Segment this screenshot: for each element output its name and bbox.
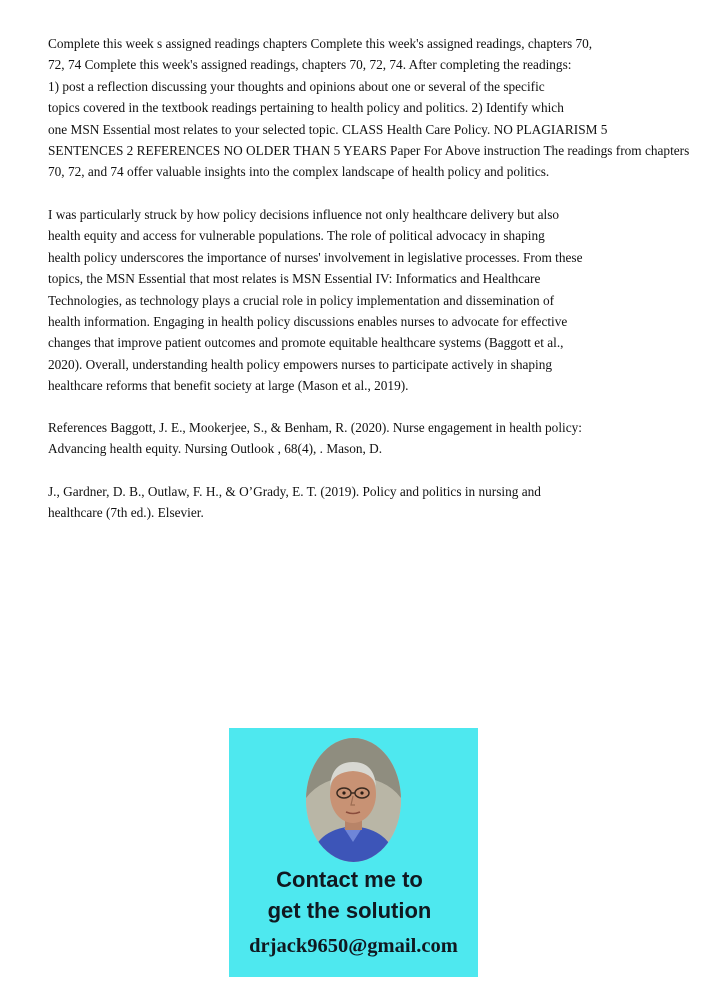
text-line: 70, 72, and 74 offer valuable insights into the complex landscape of health policy and politics. [48, 164, 550, 180]
contact-advertisement [229, 728, 478, 977]
text-line: References Baggott, J. E., Mookerjee, S., & Benham, R. (2020). Nurse engagement in health policy: [48, 420, 582, 435]
text-line: Technologies, as technology plays a crucial role in policy implementation and dissemination of [48, 292, 555, 308]
text-line: health policy underscores the importance of nurses' involvement in legislative processes. From these [48, 249, 583, 265]
text-line: changes that improve patient outcomes and promote equitable healthcare systems (Baggott et al., [48, 335, 564, 351]
text-line: 1) post a reflection discussing your thoughts and opinions about one or several of the specific [48, 78, 545, 94]
contact-heading-line-2: get the solution [267, 898, 432, 923]
text-line: Advancing health equity. Nursing Outlook , 68(4), . Mason, D. [48, 441, 383, 457]
portrait-photo [306, 738, 401, 862]
contact-email: drjack9650@gmail.com [249, 935, 458, 957]
text-line: I was particularly struck by how policy decisions influence not only healthcare delivery but also [48, 207, 560, 222]
references-paragraph [48, 417, 582, 460]
instruction-paragraph [48, 33, 689, 183]
text-line: one MSN Essential most relates to your selected topic. CLASS Health Care Policy. NO PLAGIARISM 5 [48, 121, 608, 137]
text-line: health equity and access for vulnerable populations. The role of political advocacy in shaping [48, 228, 545, 244]
contact-heading-line-1: Contact me to [276, 867, 423, 892]
text-line: healthcare reforms that benefit society at large (Mason et al., 2019). [48, 378, 409, 394]
text-line: healthcare (7th ed.). Elsevier. [48, 505, 204, 521]
text-line: topics, the MSN Essential that most relates is MSN Essential IV: Informatics and Healthcare [48, 271, 541, 287]
text-line: health information. Engaging in health policy discussions enables nurses to advocate for effective [48, 313, 568, 329]
reference-continuation-paragraph [48, 481, 541, 524]
text-line: 2020). Overall, understanding health policy empowers nurses to participate actively in shaping [48, 356, 553, 372]
text-line: topics covered in the textbook readings pertaining to health policy and politics. 2) Identify which [48, 100, 564, 116]
text-line: 72, 74 Complete this week's assigned readings, chapters 70, 72, 74. After completing the readings: [48, 57, 572, 73]
text-line: J., Gardner, D. B., Outlaw, F. H., & O’Grady, E. T. (2019). Policy and politics in nursing and [48, 484, 541, 499]
reflection-paragraph [48, 204, 583, 397]
text-line: Complete this week s assigned readings chapters Complete this week's assigned readings, chapters 70, [48, 36, 593, 51]
person-portrait-icon [306, 738, 401, 862]
text-line: SENTENCES 2 REFERENCES NO OLDER THAN 5 YEARS Paper For Above instruction The readings from chapters [48, 142, 690, 158]
